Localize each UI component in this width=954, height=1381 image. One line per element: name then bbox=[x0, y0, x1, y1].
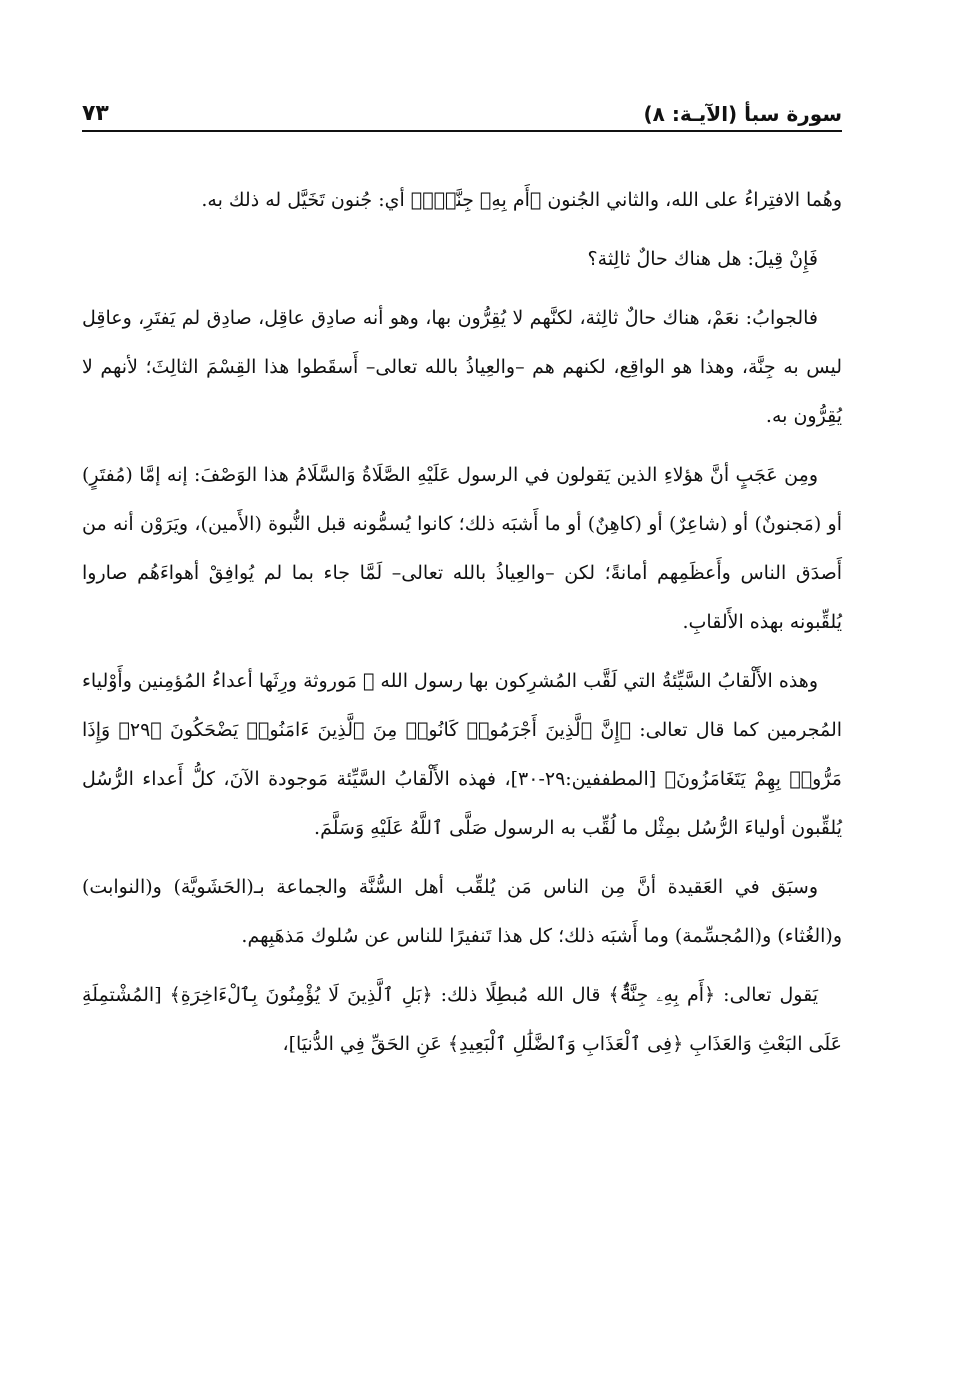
header-rule bbox=[82, 130, 842, 132]
paragraph-1: وهُما الافتِراءُ على الله، والثاني الجُنون ﴿أَم بِهِۦ جِنَّةٌۢ﴾ أي: جُنون تَخَيَّل له ذلك به. bbox=[201, 189, 842, 211]
paragraph-7: يَقول تعالى: ﴿أَم بِهِۦ جِنَّةٌۢ﴾ قال الله مُبطِلًا ذلك: ﴿بَلِ ٱلَّذِينَ لَا يُؤْمِنُونَ بِٱلْءَاخِرَةِ﴾ [المُشْتمِلَةِ عَلَى البَعْثِ وَالعَذَابِ ﴿فِى ٱلْعَذَابِ وَٱلضَّلَٰلِ ٱلْبَعِيدِ﴾ عَنِ الحَقِّ فِي الدُّنيَا]، bbox=[82, 984, 842, 1055]
page-number: ٧٣ bbox=[82, 101, 109, 126]
paragraph-6: وسبَق في العَقيدة أنَّ مِن الناس مَن يُلقِّب أهل السُّنَّة والجماعة بـ(الحَشَويَّة) و(النوابت) و(الغُثاء) و(المُجسِّمة) وما أَشبَه ذلك؛ كل هذا تَنفيرًا للناس عن سُلوك مَذهَبِهم. bbox=[82, 876, 842, 947]
paragraph-5: وهذه الأَلْقابُ السَّيِّئةُ التي لَقَّب المُشرِكون بها رسول الله ﷺ مَوروثة ورِثَها أعداءُ المُؤمِنين وأَوْلياء المُجرمين كما قال تعالى: ﴿إِنَّ ٱلَّذِينَ أَجْرَمُوا۟ كَانُوا۟ مِنَ ٱلَّذِينَ ءَامَنُوا۟ يَضْحَكُونَ ﴿٢٩﴾ وَإِذَا مَرُّوا۟ بِهِمْ يَتَغَامَزُونَ﴾ [المطففين:٢٩-٣٠]، فهذه الأَلْقابُ السَّيِّئة مَوجودة الآنَ، كلُّ أَعداء الرُّسُل يُلقِّبون أولياءَ الرُّسُل بمِثْل ما لُقِّب به الرسول صَلَّى ٱللَّهُ عَلَيْهِ وَسَلَّمَ. bbox=[82, 670, 843, 839]
page-header bbox=[82, 92, 842, 126]
paragraph-2: فَإِنْ قِيلَ: هل هناك حالٌ ثالِثة؟ bbox=[587, 248, 818, 270]
paragraph-4: ومِن عَجَبٍ أنَّ هؤلاءِ الذين يَقولون في الرسول عَلَيْهِ الصَّلَاةُ وَالسَّلَامُ هذا الوَصْفَ: إنه إمَّا (مُفتَرٍ) أو (مَجنونٌ) أو (شاعِرٌ) أو (كاهِنٌ) أو ما أَشبَه ذلك؛ كانوا يُسمُّونه قبل النُّبوة (الأَمين)، ويَرَوْن أنه من أَصدَق الناس وأَعظَمِهم أمانةً؛ لكن –والعِياذُ بالله تعالى– لَمَّا جاء بما لم يُوافِقْ أهواءَهُم صاروا يُلقِّبونه بهذه الأَلقابِ. bbox=[82, 464, 842, 633]
page-body bbox=[82, 176, 842, 1079]
surah-title: سورة سبأ (الآيـة: ٨) bbox=[643, 102, 842, 126]
paragraph-3: فالجوابُ: نعَمْ، هناك حالٌ ثالِثة، لكنَّهم لا يُقِرُّون بها، وهو أنه صادِق عاقِل، صادِق لم يَفتَرِ، وعاقِل ليس به جِنَّة، وهذا هو الواقِع، لكنهم هم –والعِياذُ بالله تعالى– أَسقَطوا هذا القِسْمَ الثالِثَ؛ لأنهم لا يُقِرُّون به. bbox=[82, 307, 842, 427]
